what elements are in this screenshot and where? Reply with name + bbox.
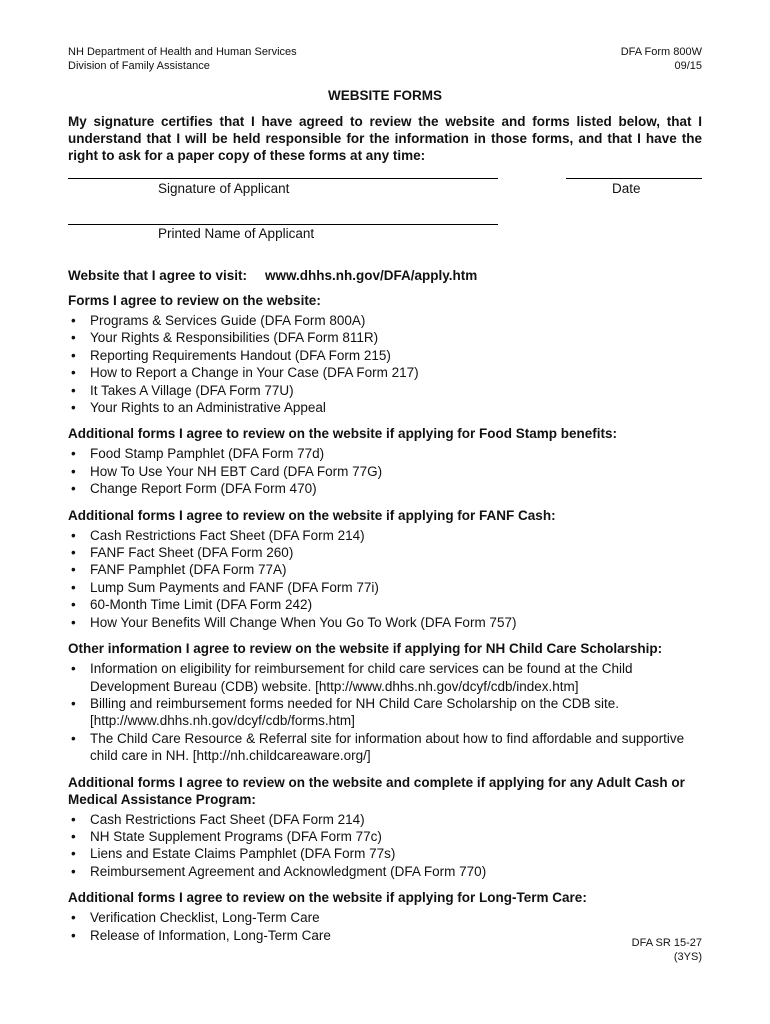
bullet-icon: •: [71, 661, 76, 677]
list-item: [68, 596, 702, 613]
list-item-text: FANF Pamphlet (DFA Form 77A): [90, 562, 287, 578]
section-title: Other information I agree to review on the website if applying for NH Child Care Scholarship:: [68, 641, 663, 657]
printed-name-row: [68, 224, 702, 262]
section-list: [68, 811, 702, 881]
signature-label: Signature of Applicant: [158, 181, 290, 196]
section-title: Forms I agree to review on the website:: [68, 293, 321, 308]
section-title: Additional forms I agree to review on the website and complete if applying for any Adult Cash or Medical Assistance Program:: [68, 774, 685, 807]
list-item: [68, 329, 702, 346]
list-item-text: Change Report Form (DFA Form 470): [90, 481, 317, 497]
list-item: [68, 927, 702, 944]
section-title: Additional forms I agree to review on the website if applying for Food Stamp benefits:: [68, 426, 618, 442]
list-item: [68, 364, 702, 381]
date-label: Date: [612, 181, 641, 196]
list-item-text: Reporting Requirements Handout (DFA Form 215): [90, 347, 391, 363]
list-item-text: Release of Information, Long-Term Care: [90, 927, 331, 943]
list-item-text: Cash Restrictions Fact Sheet (DFA Form 214): [90, 811, 365, 827]
bullet-icon: •: [71, 927, 76, 943]
list-item: [68, 845, 702, 862]
section-list: [68, 660, 702, 764]
list-item-text: The Child Care Resource & Referral site for information about how to find affordable and supportive child care in NH. [http://nh.childcareaware.org/]: [90, 730, 685, 764]
signature-row: [68, 178, 702, 224]
bullet-icon: •: [71, 828, 76, 844]
list-item-text: How to Report a Change in Your Case (DFA Form 217): [90, 365, 419, 381]
list-item: [68, 561, 702, 578]
form-date: 09/15: [674, 60, 702, 72]
list-item-text: FANF Fact Sheet (DFA Form 260): [90, 545, 294, 561]
list-item-text: Cash Restrictions Fact Sheet (DFA Form 214): [90, 527, 365, 543]
bullet-icon: •: [71, 481, 76, 497]
section-list: [68, 445, 702, 497]
signature-line[interactable]: [68, 178, 498, 179]
bullet-icon: •: [71, 330, 76, 346]
website-line: [68, 268, 702, 283]
list-item: [68, 695, 702, 730]
form-number: DFA Form 800W: [620, 46, 702, 58]
list-item: [68, 863, 702, 880]
bullet-icon: •: [71, 382, 76, 398]
form-id-block: [621, 45, 702, 73]
list-item: [68, 527, 702, 544]
list-item: [68, 382, 702, 399]
form-page: [68, 45, 702, 944]
agency-block: [68, 45, 297, 73]
list-item-text: Information on eligibility for reimbursement for child care services can be found at the Child Development Bureau (CDB) website. [http://www.dhhs.nh.gov/dcyf/cdb/index.htm]: [90, 661, 633, 694]
list-item-text: How To Use Your NH EBT Card (DFA Form 77G): [90, 463, 383, 479]
list-item-text: Verification Checklist, Long-Term Care: [90, 910, 320, 926]
bullet-icon: •: [71, 365, 76, 381]
section-list: [68, 312, 702, 416]
bullet-icon: •: [71, 695, 76, 711]
list-item-text: Programs & Services Guide (DFA Form 800A): [90, 313, 366, 328]
list-item-text: Lump Sum Payments and FANF (DFA Form 77i): [90, 579, 379, 595]
list-item: [68, 811, 702, 828]
bullet-icon: •: [71, 730, 76, 746]
footer-code: DFA SR 15-27: [631, 937, 702, 949]
bullet-icon: •: [71, 846, 76, 862]
bullet-icon: •: [71, 579, 76, 595]
bullet-icon: •: [71, 614, 76, 630]
list-item: [68, 445, 702, 462]
list-item-text: Your Rights to an Administrative Appeal: [90, 400, 326, 416]
website-label: Website that I agree to visit:: [68, 268, 248, 283]
bullet-icon: •: [71, 527, 76, 543]
list-item: [68, 399, 702, 416]
list-item: [68, 579, 702, 596]
bullet-icon: •: [71, 545, 76, 561]
bullet-icon: •: [71, 463, 76, 479]
list-item: [68, 614, 702, 631]
list-item: [68, 544, 702, 561]
list-item: [68, 312, 702, 329]
bullet-icon: •: [71, 400, 76, 416]
list-item-text: NH State Supplement Programs (DFA Form 77c): [90, 828, 382, 844]
list-item: [68, 347, 702, 364]
list-item-text: Food Stamp Pamphlet (DFA Form 77d): [90, 446, 325, 462]
section-title: Additional forms I agree to review on the website if applying for Long-Term Care:: [68, 890, 587, 906]
list-item-text: Your Rights & Responsibilities (DFA Form 811R): [90, 330, 379, 346]
bullet-icon: •: [71, 347, 76, 363]
page-title: WEBSITE FORMS: [328, 88, 442, 103]
certification-statement: My signature certifies that I have agreed to review the website and forms listed below, that I understand that I will be held responsible for the information in those forms, and that I have the right to ask for a paper copy of these forms at any time:: [68, 114, 702, 163]
list-item: [68, 828, 702, 845]
page-header: [68, 45, 702, 73]
date-line[interactable]: [566, 178, 702, 179]
section-list: [68, 909, 702, 944]
list-item: [68, 463, 702, 480]
printed-name-label: Printed Name of Applicant: [158, 226, 315, 241]
list-item: [68, 480, 702, 497]
bullet-icon: •: [71, 863, 76, 879]
department-name: NH Department of Health and Human Services: [68, 46, 297, 58]
bullet-icon: •: [71, 313, 76, 328]
list-item-text: How Your Benefits Will Change When You Go To Work (DFA Form 757): [90, 614, 517, 630]
division-name: Division of Family Assistance: [68, 60, 210, 72]
list-item-text: It Takes A Village (DFA Form 77U): [90, 382, 294, 398]
forms-sections: [68, 292, 702, 944]
bullet-icon: •: [71, 562, 76, 578]
bullet-icon: •: [71, 446, 76, 462]
bullet-icon: •: [71, 597, 76, 613]
footer-retention: (3YS): [673, 951, 702, 963]
bullet-icon: •: [71, 910, 76, 926]
list-item: [68, 909, 702, 926]
website-url[interactable]: www.dhhs.nh.gov/DFA/apply.htm: [265, 268, 478, 283]
section-title: Additional forms I agree to review on the website if applying for FANF Cash:: [68, 507, 556, 523]
list-item-text: Billing and reimbursement forms needed for NH Child Care Scholarship on the CDB site. [http://www.dhhs.nh.gov/dcyf/cdb/forms.htm]: [90, 695, 619, 729]
printed-name-line[interactable]: [68, 224, 498, 225]
list-item: [68, 730, 702, 765]
page-footer: [632, 936, 702, 964]
list-item: [68, 660, 702, 695]
list-item-text: Reimbursement Agreement and Acknowledgment (DFA Form 770): [90, 863, 487, 879]
bullet-icon: •: [71, 811, 76, 827]
section-list: [68, 527, 702, 631]
list-item-text: Liens and Estate Claims Pamphlet (DFA Form 77s): [90, 846, 396, 862]
list-item-text: 60-Month Time Limit (DFA Form 242): [90, 597, 313, 613]
